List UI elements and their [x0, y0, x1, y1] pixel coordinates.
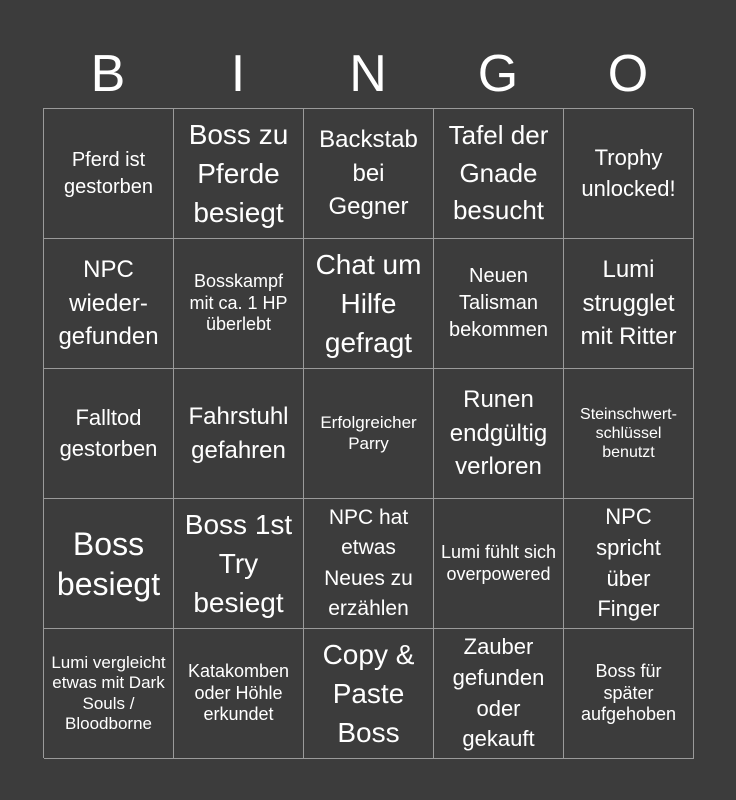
bingo-cell[interactable]: [564, 629, 694, 759]
bingo-cell[interactable]: [564, 369, 694, 499]
cell-label: Erfolgreicher Parry: [320, 413, 417, 453]
cell-label: Zauber gefunden oder gekauft: [452, 633, 545, 752]
header-letter-g: G: [477, 45, 519, 103]
cell-label: Lumi fühlt sich overpowered: [440, 541, 557, 584]
bingo-cell[interactable]: [564, 239, 694, 369]
bingo-cell[interactable]: [44, 239, 174, 369]
cell-label: Fahrstuhl gefahren: [188, 402, 289, 464]
cell-label: Runen endgültig verloren: [449, 386, 548, 481]
header-letter-o: O: [607, 45, 649, 103]
bingo-cell[interactable]: [304, 369, 434, 499]
cell-label: Steinschwert-schlüssel benutzt: [580, 405, 677, 462]
cell-label: Boss besiegt: [56, 525, 161, 602]
bingo-cell[interactable]: [44, 499, 174, 629]
cell-label: Boss 1st Try besiegt: [184, 508, 293, 619]
cell-label: Chat um Hilfe gefragt: [315, 248, 422, 359]
header-letter-n: N: [349, 45, 387, 103]
bingo-board: [43, 108, 693, 758]
bingo-cell[interactable]: [304, 499, 434, 629]
cell-label: NPC wieder-gefunden: [58, 256, 159, 351]
bingo-header: [43, 40, 693, 108]
bingo-cell[interactable]: [564, 109, 694, 239]
bingo-cell[interactable]: [44, 629, 174, 759]
cell-label: Pferd ist gestorben: [64, 148, 153, 198]
bingo-cell[interactable]: [174, 239, 304, 369]
bingo-cell[interactable]: [174, 629, 304, 759]
bingo-cell[interactable]: [174, 499, 304, 629]
cell-label: Katakomben oder Höhle erkundet: [187, 661, 290, 725]
bingo-cell[interactable]: [564, 499, 694, 629]
cell-label: NPC hat etwas Neues zu erzählen: [324, 505, 413, 620]
cell-label: Falltod gestorben: [59, 404, 158, 461]
cell-label: Backstab bei Gegner: [319, 126, 418, 221]
bingo-cell[interactable]: [174, 109, 304, 239]
cell-label: Trophy unlocked!: [581, 144, 676, 201]
cell-label: Lumi vergleicht etwas mit Dark Souls / Bloodborne: [51, 652, 166, 733]
header-letter-i: I: [230, 45, 246, 103]
bingo-cell[interactable]: [434, 369, 564, 499]
bingo-cell[interactable]: [44, 369, 174, 499]
cell-label: Bosskampf mit ca. 1 HP überlebt: [189, 271, 288, 335]
bingo-cell[interactable]: [434, 239, 564, 369]
bingo-cell[interactable]: [434, 629, 564, 759]
cell-label: Copy & Paste Boss: [322, 638, 415, 749]
cell-label: Lumi strugglet mit Ritter: [580, 256, 677, 351]
cell-label: Tafel der Gnade besucht: [448, 119, 549, 226]
bingo-cell[interactable]: [304, 239, 434, 369]
header-letter-b: B: [90, 45, 126, 103]
cell-label: NPC spricht über Finger: [596, 503, 661, 622]
bingo-cell[interactable]: [304, 109, 434, 239]
bingo-cell[interactable]: [174, 369, 304, 499]
cell-label: Boss zu Pferde besiegt: [188, 118, 289, 229]
cell-label: Boss für später aufgehoben: [580, 661, 677, 725]
bingo-cell[interactable]: [304, 629, 434, 759]
cell-label: Neuen Talisman bekommen: [449, 265, 548, 341]
bingo-cell[interactable]: [434, 499, 564, 629]
bingo-cell[interactable]: [44, 109, 174, 239]
bingo-cell[interactable]: [434, 109, 564, 239]
